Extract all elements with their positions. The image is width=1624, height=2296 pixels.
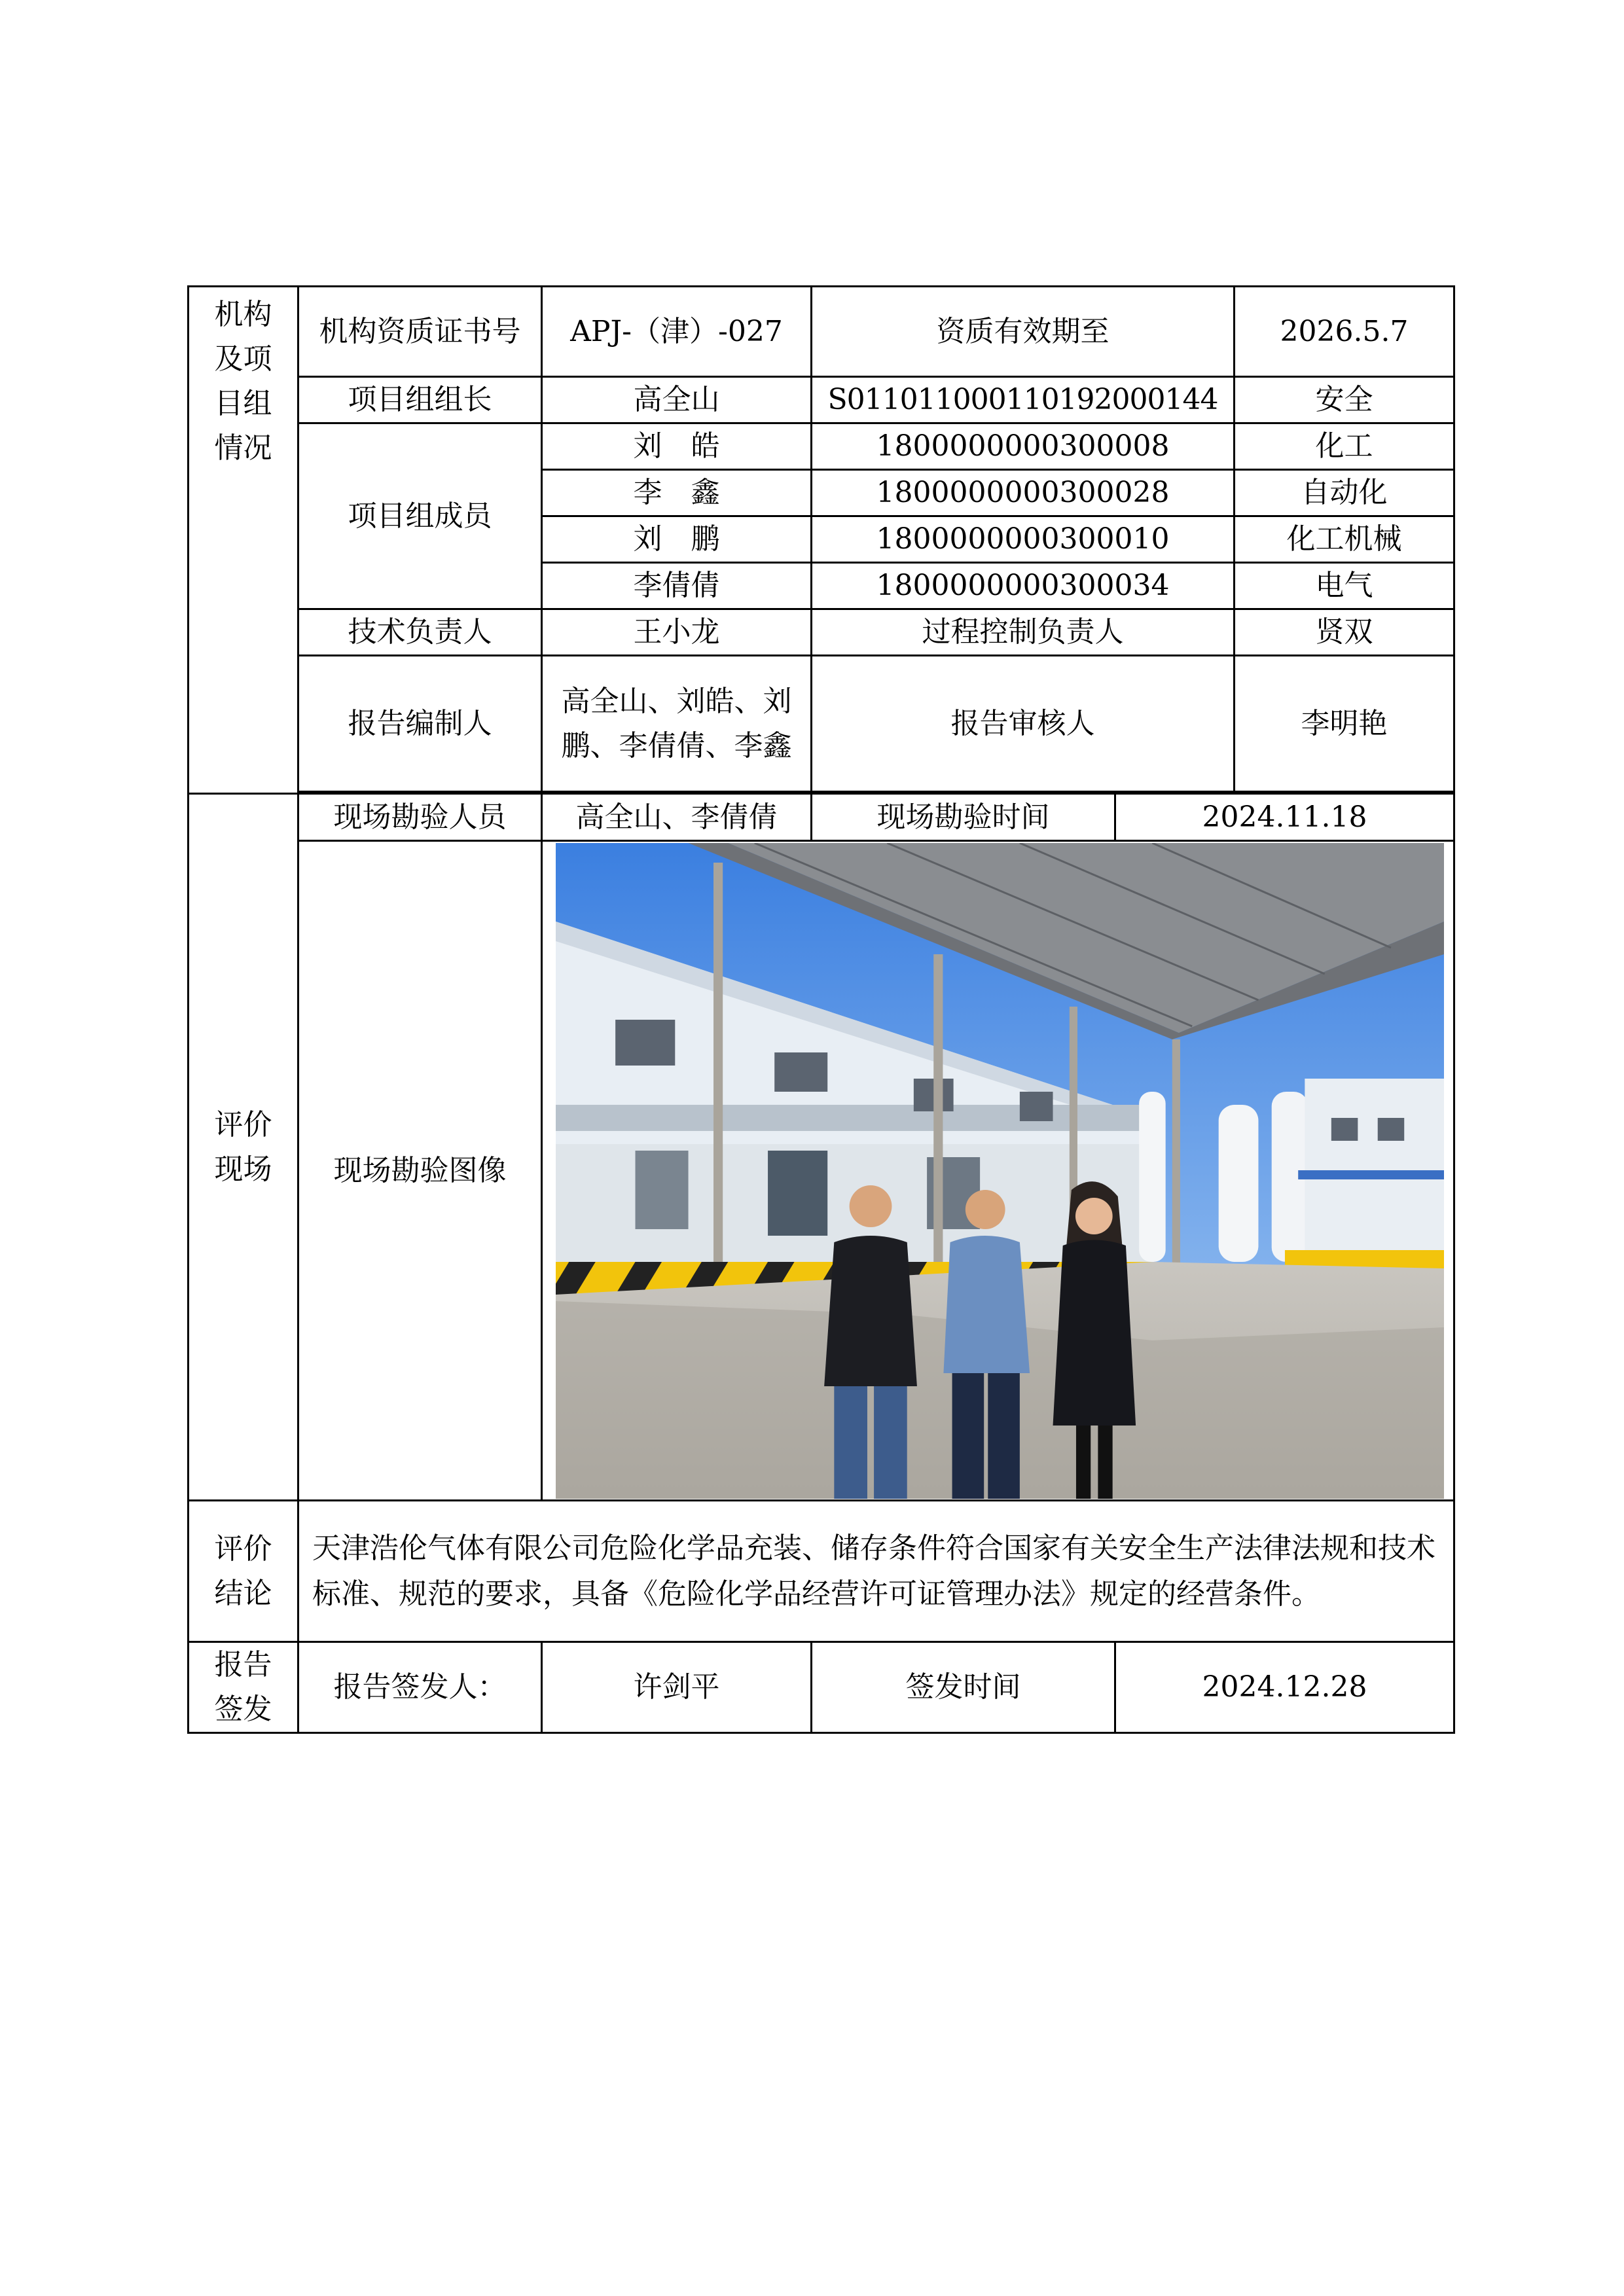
process-lead-name: 贤双 [1235, 609, 1454, 656]
tech-lead-name: 王小龙 [542, 609, 812, 656]
member-specialty: 化工机械 [1235, 516, 1454, 563]
inspectors-names: 高全山、李倩倩 [542, 794, 812, 841]
tech-lead-label: 技术负责人 [298, 609, 542, 656]
member-cert: 1800000000300028 [812, 470, 1235, 516]
member-specialty: 化工 [1235, 423, 1454, 470]
cert-label: 机构资质证书号 [298, 287, 542, 377]
reviewer-label: 报告审核人 [812, 656, 1235, 792]
evaluation-info-sheet [187, 285, 1453, 1734]
member-name: 刘 皓 [542, 423, 812, 470]
member-name: 李 鑫 [542, 470, 812, 516]
member-cert: 1800000000300034 [812, 563, 1235, 609]
site-image-label: 现场勘验图像 [298, 841, 542, 1501]
site-image-cell [542, 841, 1454, 1501]
org-section-label: 机构及项目组情况 [189, 287, 298, 794]
members-label: 项目组成员 [298, 423, 542, 609]
validity-date: 2026.5.7 [1235, 287, 1454, 377]
leader-cert: S011011000110192000144 [812, 377, 1235, 423]
inspection-time: 2024.11.18 [1115, 794, 1454, 841]
signer-label: 报告签发人： [298, 1642, 542, 1733]
validity-label: 资质有效期至 [812, 287, 1235, 377]
signer-name: 许剑平 [542, 1642, 812, 1733]
member-name: 刘 鹏 [542, 516, 812, 563]
member-specialty: 自动化 [1235, 470, 1454, 516]
cert-number: APJ-（津）-027 [542, 287, 812, 377]
reviewer-name: 李明艳 [1235, 656, 1454, 792]
leader-name: 高全山 [542, 377, 812, 423]
evaluation-info-table [187, 285, 1455, 1734]
leader-role: 项目组组长 [298, 377, 542, 423]
authors-label: 报告编制人 [298, 656, 542, 792]
leader-specialty: 安全 [1235, 377, 1454, 423]
conclusion-text: 天津浩伦气体有限公司危险化学品充装、储存条件符合国家有关安全生产法律法规和技术标准、规范的要求，具备《危险化学品经营许可证管理办法》规定的经营条件。 [298, 1501, 1454, 1642]
authors-names: 高全山、刘皓、刘鹏、李倩倩、李鑫 [542, 656, 812, 792]
site-photo [556, 843, 1444, 1499]
inspection-time-label: 现场勘验时间 [812, 794, 1115, 841]
sign-time-label: 签发时间 [812, 1642, 1115, 1733]
member-name: 李倩倩 [542, 563, 812, 609]
member-specialty: 电气 [1235, 563, 1454, 609]
member-cert: 1800000000300008 [812, 423, 1235, 470]
sign-section-label: 报告签发 [189, 1642, 298, 1733]
sign-time: 2024.12.28 [1115, 1642, 1454, 1733]
conclusion-section-label: 评价结论 [189, 1501, 298, 1642]
member-cert: 1800000000300010 [812, 516, 1235, 563]
process-lead-label: 过程控制负责人 [812, 609, 1235, 656]
inspectors-label: 现场勘验人员 [298, 794, 542, 841]
site-section-label: 评价现场 [189, 794, 298, 1501]
